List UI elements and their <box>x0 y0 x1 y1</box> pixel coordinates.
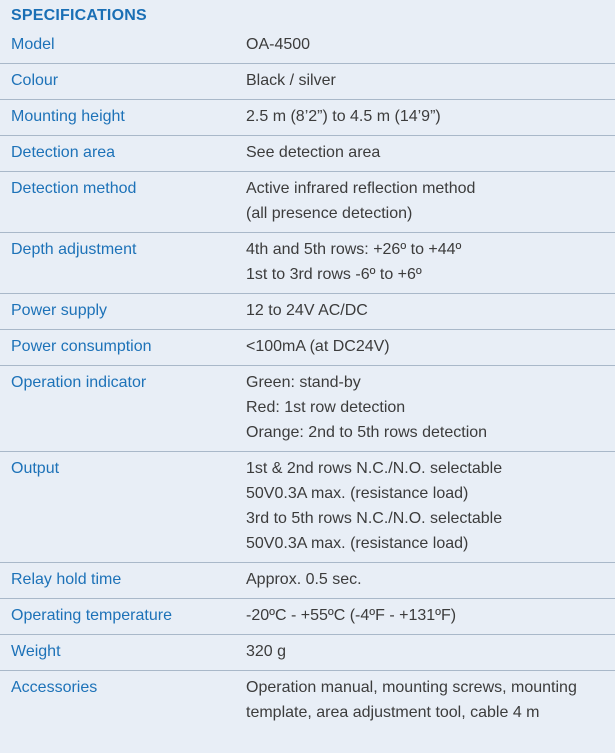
spec-label: Operation indicator <box>11 374 147 391</box>
spec-label: Power consumption <box>11 338 152 355</box>
spec-value-line: -20ºC - +55ºC (-4ºF - +131ºF) <box>246 607 457 624</box>
spec-row <box>0 599 615 635</box>
spec-value <box>235 237 615 287</box>
spec-value <box>235 68 615 93</box>
spec-value-line: Active infrared reflection method <box>246 180 476 197</box>
spec-value <box>235 32 615 57</box>
spec-value-line: 2.5 m (8’2”) to 4.5 m (14’9”) <box>246 108 441 125</box>
spec-row <box>0 635 615 671</box>
spec-value <box>235 456 615 556</box>
spec-label: Power supply <box>11 302 108 319</box>
spec-label: Colour <box>11 72 59 89</box>
specifications-table <box>0 28 615 731</box>
spec-row <box>0 671 615 731</box>
spec-row <box>0 100 615 136</box>
spec-value-line: Approx. 0.5 sec. <box>246 571 362 588</box>
spec-value <box>235 140 615 165</box>
spec-label: Detection area <box>11 144 116 161</box>
spec-value <box>235 104 615 129</box>
spec-label: Weight <box>11 643 61 660</box>
spec-value-line: 50V0.3A max. (resistance load) <box>246 535 469 552</box>
spec-label: Relay hold time <box>11 571 122 588</box>
spec-value <box>235 176 615 226</box>
spec-value <box>235 675 615 725</box>
spec-row <box>0 330 615 366</box>
spec-value-line: 320 g <box>246 643 287 660</box>
spec-value-line: (all presence detection) <box>246 205 413 222</box>
spec-value <box>235 370 615 445</box>
spec-value-line: Green: stand-by <box>246 374 361 391</box>
spec-value-line: Orange: 2nd to 5th rows detection <box>246 424 488 441</box>
spec-row <box>0 233 615 294</box>
spec-value-line: 4th and 5th rows: +26º to +44º <box>246 241 462 258</box>
spec-label: Model <box>11 36 55 53</box>
spec-value <box>235 639 615 664</box>
spec-label: Accessories <box>11 679 98 696</box>
spec-value-line: 1st to 3rd rows -6º to +6º <box>246 266 422 283</box>
spec-value-line: template, area adjustment tool, cable 4 m <box>246 704 540 721</box>
spec-row <box>0 172 615 233</box>
spec-label: Detection method <box>11 180 137 197</box>
spec-value <box>235 334 615 359</box>
spec-value <box>235 298 615 323</box>
spec-row <box>0 294 615 330</box>
spec-value-line: 3rd to 5th rows N.C./N.O. selectable <box>246 510 503 527</box>
spec-value-line: OA-4500 <box>246 36 311 53</box>
spec-label: Depth adjustment <box>11 241 137 258</box>
spec-row <box>0 64 615 100</box>
spec-row <box>0 563 615 599</box>
spec-value-line: <100mA (at DC24V) <box>246 338 390 355</box>
spec-value-line: 1st & 2nd rows N.C./N.O. selectable <box>246 460 503 477</box>
spec-value <box>235 603 615 628</box>
spec-row <box>0 366 615 452</box>
spec-row <box>0 28 615 64</box>
spec-label: Mounting height <box>11 108 125 125</box>
spec-value-line: 12 to 24V AC/DC <box>246 302 368 319</box>
spec-value-line: Red: 1st row detection <box>246 399 406 416</box>
section-heading: SPECIFICATIONS <box>11 7 147 24</box>
spec-value <box>235 567 615 592</box>
spec-row <box>0 452 615 563</box>
spec-label: Operating temperature <box>11 607 172 624</box>
spec-label: Output <box>11 460 60 477</box>
spec-row <box>0 136 615 172</box>
spec-value-line: Operation manual, mounting screws, mounting <box>246 679 577 696</box>
spec-value-line: See detection area <box>246 144 381 161</box>
spec-value-line: Black / silver <box>246 72 336 89</box>
spec-value-line: 50V0.3A max. (resistance load) <box>246 485 469 502</box>
